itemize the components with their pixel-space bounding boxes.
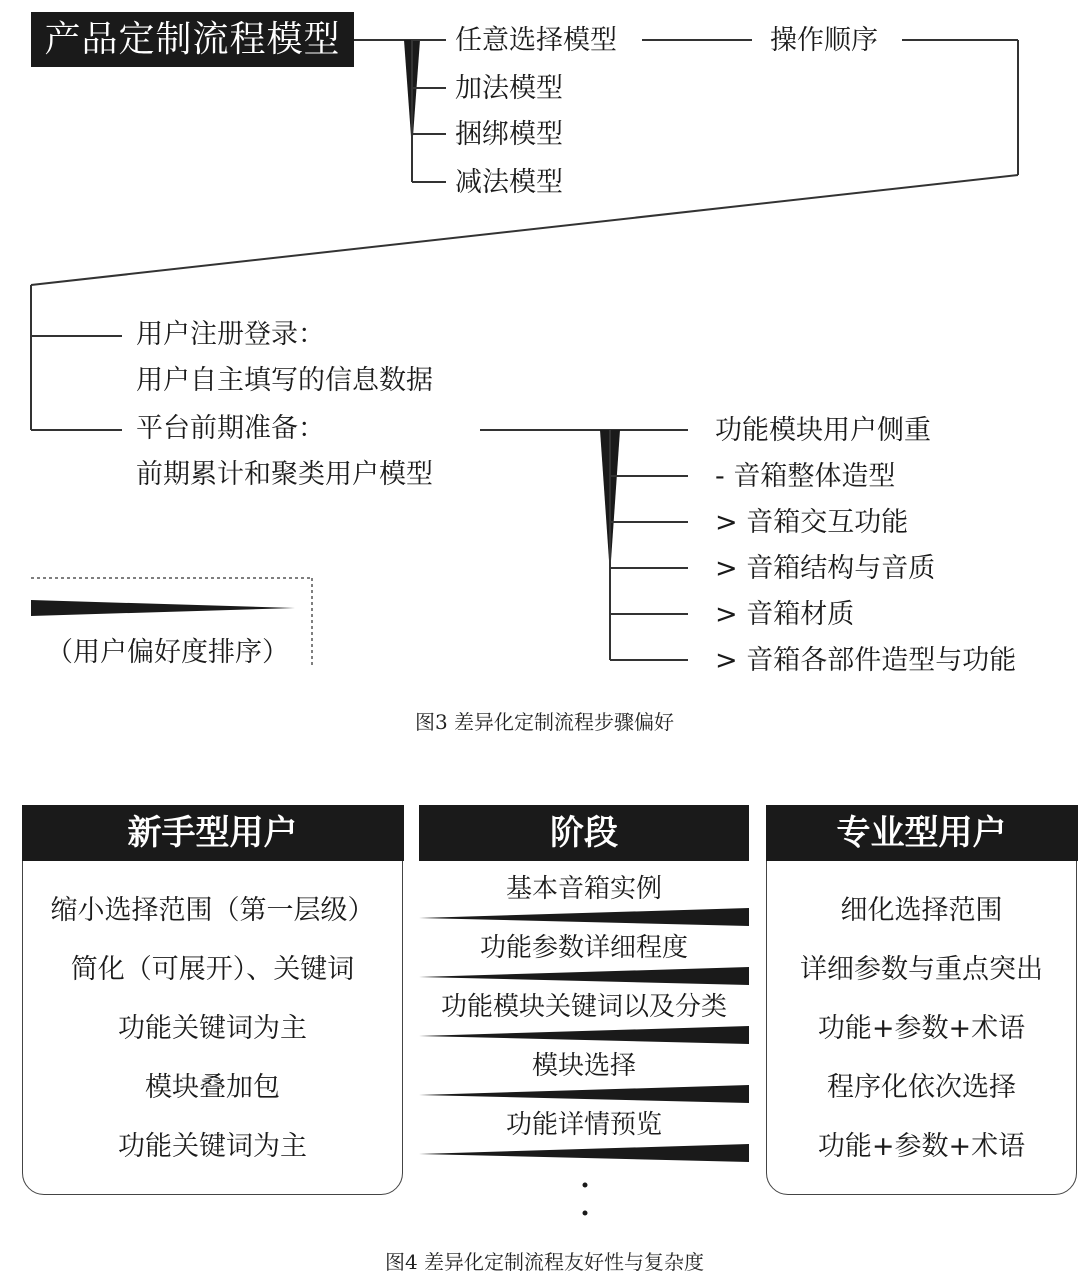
model-item-add: 加法模型 [455,73,563,104]
novice-item: 功能关键词为主 [118,1013,307,1044]
stage-column [419,872,749,1172]
stage-item: 功能参数详细程度 [479,933,688,963]
novice-panel [22,805,403,1195]
novice-item: 缩小选择范围（第一层级） [50,895,375,926]
stage-header: 阶段 [419,805,749,861]
pro-item: 细化选择范围 [840,895,1003,926]
pro-item: 功能+参数+术语 [817,1013,1026,1044]
figure4-caption: 图4 差异化定制流程友好性与复杂度 [384,1250,705,1274]
priority-item: > 音箱结构与音质 [715,553,936,584]
priority-item: > 音箱各部件造型与功能 [715,645,1017,676]
priority-item: > 音箱交互功能 [715,507,909,538]
preference-wedge-icon [31,600,295,616]
platform-prep-desc: 前期累计和聚类用户模型 [136,459,433,490]
novice-header: 新手型用户 [22,805,404,861]
pro-header: 专业型用户 [766,805,1078,861]
stage-wedge-icon [419,908,749,926]
figure3-caption: 图3 差异化定制流程步骤偏好 [414,710,675,734]
stage-wedge-icon [419,1085,749,1103]
pro-item: 功能+参数+术语 [817,1131,1026,1162]
user-registration-desc: 用户自主填写的信息数据 [136,365,433,396]
platform-prep-label: 平台前期准备： [136,413,325,444]
model-item-any: 任意选择模型 [455,25,617,56]
ellipsis-dots-icon [575,1175,595,1225]
stage-item: 功能详情预览 [505,1110,662,1140]
stage-item: 模块选择 [531,1051,636,1081]
stage-wedge-icon [419,967,749,985]
novice-item: 简化（可展开）、关键词 [70,954,355,985]
novice-item: 功能关键词为主 [118,1131,307,1162]
model-item-subtract: 减法模型 [455,167,563,198]
stage-wedge-icon [419,1026,749,1044]
priority-item: 功能模块用户侧重 [715,415,931,446]
stage-item: 基本音箱实例 [505,874,662,904]
pro-panel [766,805,1077,1195]
model-title: 产品定制流程模型 [31,12,354,67]
stage-wedge-icon [419,1144,749,1162]
novice-item: 模块叠加包 [145,1072,280,1103]
pro-item: 详细参数与重点突出 [800,954,1043,985]
model-item-bundle: 捆绑模型 [455,119,563,150]
user-registration-label: 用户注册登录： [136,319,325,350]
priority-item: > 音箱材质 [715,599,855,630]
pro-item: 程序化依次选择 [827,1072,1016,1103]
stage-wedges [419,872,749,1172]
operation-order-label: 操作顺序 [770,25,878,56]
stage-item: 功能模块关键词以及分类 [440,992,727,1022]
priority-item: - 音箱整体造型 [715,461,896,492]
preference-legend: （用户偏好度排序） [46,637,289,668]
